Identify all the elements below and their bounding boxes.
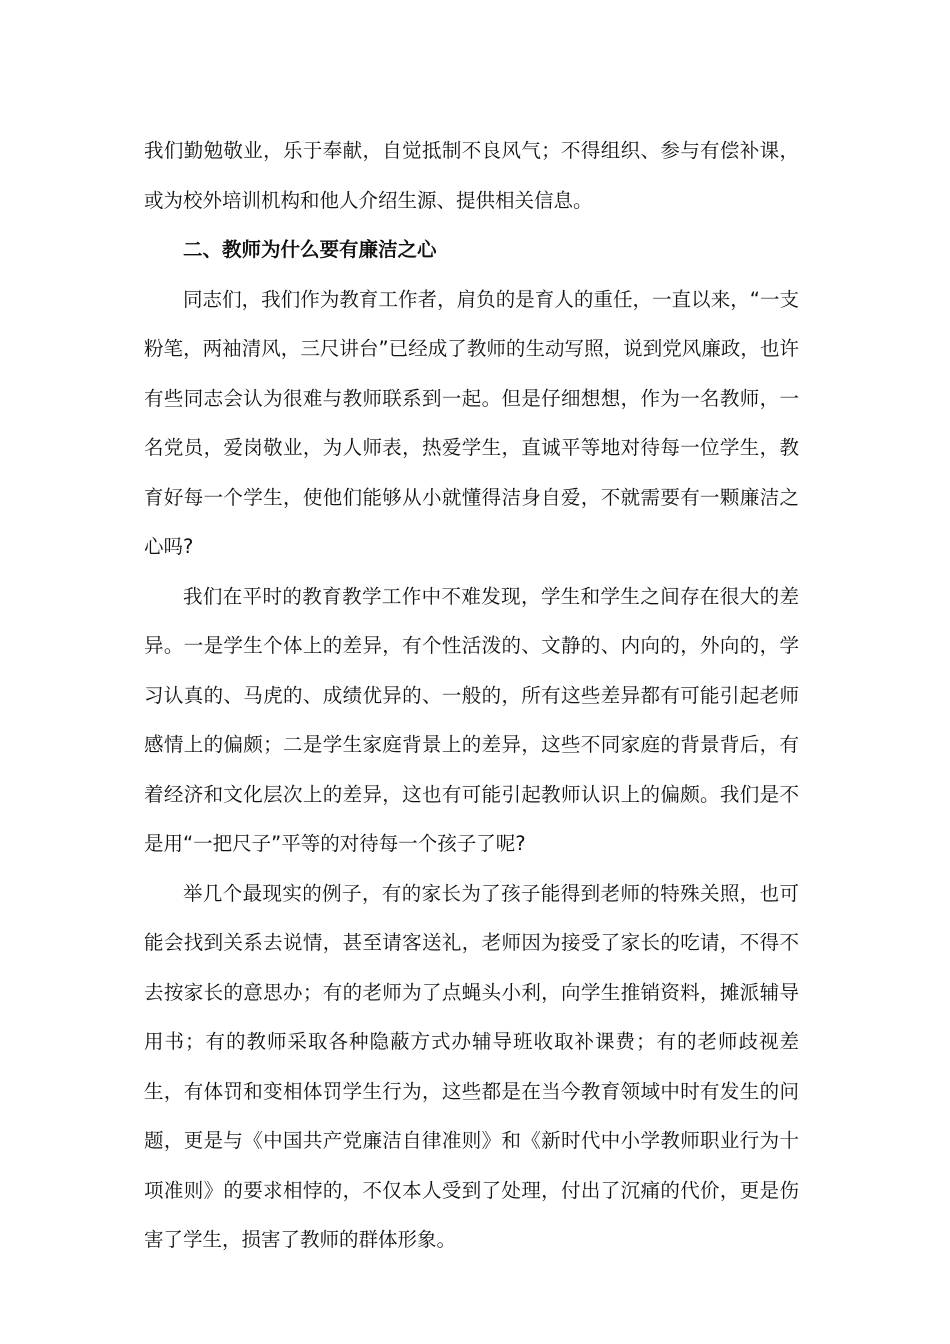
paragraph-3: 举几个最现实的例子，有的家长为了孩子能得到老师的特殊关照，也可能会找到关系去说情，甚至请客送礼，老师因为接受了家长的吃请，不得不去按家长的意思办；有的老师为了点蝇头小利，向学生推销资料，摊派辅导用书；有的教师采取各种隐蔽方式办辅导班收取补课费；有的老师歧视差生，有体罚和变相体罚学生行为，这些都是在当今教育领域中时有发生的问题，更是与《中国共产党廉洁自律准则》和《新时代中小学教师职业行为十项准则》的要求相悖的，不仅本人受到了处理，付出了沉痛的代价，更是伤害了学生，损害了教师的群体形象。 bbox=[144, 881, 799, 1251]
paragraph-1: 同志们，我们作为教育工作者，肩负的是育人的重任，一直以来，“一支粉笔，两袖清风，三尺讲台”已经成了教师的生动写照，说到党风廉政，也许有些同志会认为很难与教师联系到一起。但是仔细想想，作为一名教师，一名党员，爱岗敬业，为人师表，热爱学生，直诚平等地对待每一位学生，教育好每一个学生，使他们能够从小就懂得洁身自爱，不就需要有一颗廉洁之心吗? bbox=[144, 287, 799, 558]
document-body bbox=[144, 126, 799, 1265]
paragraph-continued: 我们勤勉敬业，乐于奉献，自觉抵制不良风气；不得组织、参与有偿补课，或为校外培训机构和他人介绍生源、提供相关信息。 bbox=[144, 139, 799, 212]
paragraph-2: 我们在平时的教育教学工作中不难发现，学生和学生之间存在很大的差异。一是学生个体上的差异，有个性活泼的、文静的、内向的，外向的，学习认真的、马虎的、成绩优异的、一般的，所有这些差异都有可能引起老师感情上的偏颇；二是学生家庭背景上的差异，这些不同家庭的背景背后，有着经济和文化层次上的差异，这也有可能引起教师认识上的偏颇。我们是不是用“一把尺子”平等的对待每一个孩子了呢? bbox=[144, 584, 799, 855]
section-heading: 二、教师为什么要有廉洁之心 bbox=[183, 238, 437, 261]
